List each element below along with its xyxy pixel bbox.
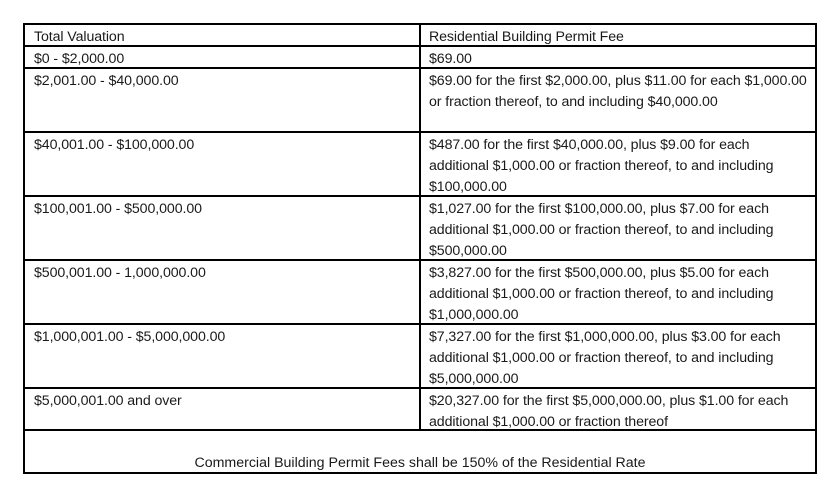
permit-fee-table xyxy=(23,23,817,474)
valuation-cell: $5,000,001.00 and over xyxy=(25,389,421,429)
fee-cell: $69.00 for the first $2,000.00, plus $11.00 for each $1,000.00 or fraction thereof, to and including $40,000.00 xyxy=(429,73,807,110)
header-total-valuation: Total Valuation xyxy=(25,25,421,45)
header-residential-fee: Residential Building Permit Fee xyxy=(429,29,624,45)
valuation-cell: $40,001.00 - $100,000.00 xyxy=(25,133,421,195)
table-row xyxy=(25,389,815,431)
valuation-cell: $1,000,001.00 - $5,000,000.00 xyxy=(25,325,421,387)
valuation-cell: $500,001.00 - 1,000,000.00 xyxy=(25,261,421,323)
table-row xyxy=(25,197,815,261)
table-row xyxy=(25,133,815,197)
table-row xyxy=(25,325,815,389)
fee-cell: $487.00 for the first $40,000.00, plus $9.00 for each additional $1,000.00 or fraction thereof, to and including $100,000.00 xyxy=(429,137,774,195)
fee-cell: $1,027.00 for the first $100,000.00, plus $7.00 for each additional $1,000.00 or fraction thereof, to and including $500,000.00 xyxy=(429,201,774,259)
table-header-row xyxy=(25,25,815,47)
valuation-cell: $0 - $2,000.00 xyxy=(25,47,421,67)
fee-cell: $20,327.00 for the first $5,000,000.00, plus $1.00 for each additional $1,000.00 or fraction thereof xyxy=(429,393,789,430)
valuation-cell: $2,001.00 - $40,000.00 xyxy=(25,69,421,131)
valuation-cell: $100,001.00 - $500,000.00 xyxy=(25,197,421,259)
table-row xyxy=(25,69,815,133)
fee-cell: $7,327.00 for the first $1,000,000.00, plus $3.00 for each additional $1,000.00 or fraction thereof, to and including $5,000,000.00 xyxy=(429,329,781,387)
commercial-fee-note: Commercial Building Permit Fees shall be 150% of the Residential Rate xyxy=(194,455,646,471)
table-row xyxy=(25,47,815,69)
fee-cell: $69.00 xyxy=(429,51,472,67)
table-row xyxy=(25,261,815,325)
fee-cell: $3,827.00 for the first $500,000.00, plus $5.00 for each additional $1,000.00 or fraction thereof, to and including $1,000,000.00 xyxy=(429,265,774,323)
